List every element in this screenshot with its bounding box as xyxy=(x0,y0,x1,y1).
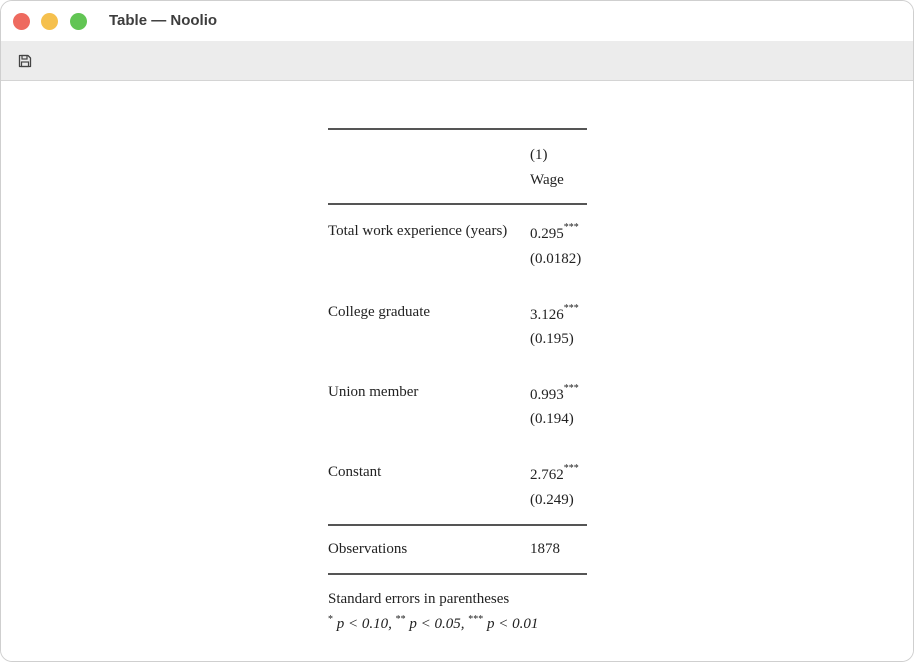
close-window-button[interactable] xyxy=(13,13,30,30)
header-rule xyxy=(328,203,587,205)
save-button[interactable] xyxy=(15,51,35,71)
column-number: (1) xyxy=(530,147,548,163)
table-bottom-rule xyxy=(328,573,587,575)
row-standard-error: (0.249) xyxy=(530,492,574,508)
document-area xyxy=(1,81,913,661)
toolbar xyxy=(1,41,913,81)
window-title: Table — Noolio xyxy=(109,12,218,29)
maximize-window-button[interactable] xyxy=(70,13,87,30)
row-coefficient: 0.295*** xyxy=(530,222,579,242)
row-standard-error: (0.195) xyxy=(530,331,574,347)
body-rule xyxy=(328,524,587,526)
table-note: Standard errors in parentheses xyxy=(328,591,510,607)
column-header: Wage xyxy=(530,172,564,188)
save-icon xyxy=(17,53,33,69)
title-bar xyxy=(1,1,913,41)
observations-label: Observations xyxy=(328,541,408,557)
row-label: Constant xyxy=(328,464,382,480)
row-standard-error: (0.0182) xyxy=(530,251,582,267)
row-standard-error: (0.194) xyxy=(530,411,574,427)
table-top-rule xyxy=(328,128,587,130)
row-coefficient: 2.762*** xyxy=(530,463,579,483)
row-coefficient: 0.993*** xyxy=(530,383,579,403)
row-label: Total work experience (years) xyxy=(328,223,508,239)
minimize-window-button[interactable] xyxy=(41,13,58,30)
significance-note: * p < 0.10, ** p < 0.05, *** p < 0.01 xyxy=(328,614,539,632)
row-label: Union member xyxy=(328,384,419,400)
observations-value: 1878 xyxy=(530,541,560,557)
row-label: College graduate xyxy=(328,304,431,320)
row-coefficient: 3.126*** xyxy=(530,303,579,323)
